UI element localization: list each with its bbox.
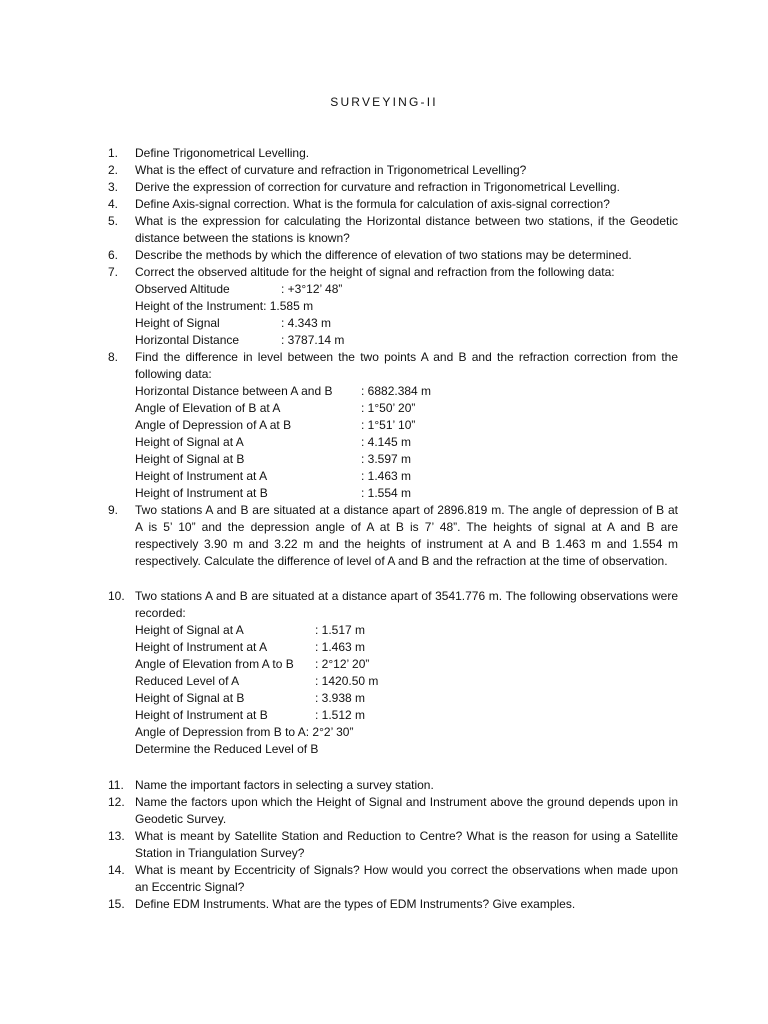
question-text: Two stations A and B are situated at a distance apart of 2896.819 m. The angle of depression of B at A is 5’ 10” and the depression angle of A at B is 7’ 48”. The heights of signal at A and B are respectively 3.90 m and 3.22 m and the heights of instrument at A and B 1.463 m and 1.554 m respectively. Calculate the difference of level of A and B and the refraction at the time of observation. — [135, 503, 678, 568]
data-value: : 3.597 m — [361, 452, 412, 466]
question-number: 6. — [108, 248, 119, 262]
data-row — [135, 468, 678, 485]
data-value: : 1.517 m — [315, 623, 366, 637]
data-row — [135, 400, 678, 417]
data-row — [135, 315, 678, 332]
data-row — [135, 656, 678, 673]
data-value: : 2°12’ 20” — [315, 657, 370, 671]
data-label: Height of Signal at A — [135, 623, 244, 637]
data-value: : 1420.50 m — [315, 674, 379, 688]
data-value: : 1.554 m — [361, 486, 412, 500]
data-label: Horizontal Distance — [135, 333, 240, 347]
question-text: Name the important factors in selecting a survey station. — [135, 778, 434, 792]
data-label: Height of Instrument at B — [135, 486, 268, 500]
data-row — [135, 485, 678, 502]
data-row — [135, 690, 678, 707]
data-label: Horizontal Distance between A and B — [135, 384, 333, 398]
question-number: 13. — [108, 829, 125, 843]
data-row — [135, 673, 678, 690]
data-label: Angle of Depression of A at B — [135, 418, 292, 432]
question-prompt: Two stations A and B are situated at a distance apart of 3541.776 m. The following observations were recorded: — [135, 589, 678, 620]
data-value: : 1°50’ 20” — [361, 401, 416, 415]
data-label: Height of the Instrument: 1.585 m — [135, 299, 314, 313]
data-label: Angle of Elevation from A to B — [135, 657, 294, 671]
question-text: Name the factors upon which the Height of Signal and Instrument above the ground depends upon in Geodetic Survey. — [135, 795, 678, 826]
question-number: 12. — [108, 795, 125, 809]
question-text: What is the effect of curvature and refraction in Trigonometrical Levelling? — [135, 163, 527, 177]
data-value: : 1.463 m — [315, 640, 366, 654]
data-row — [135, 724, 678, 741]
page-title: SURVEYING-II — [330, 95, 438, 109]
data-label: Height of Instrument at B — [135, 708, 268, 722]
question-number: 3. — [108, 180, 119, 194]
question-number: 1. — [108, 146, 119, 160]
question-text: Define EDM Instruments. What are the types of EDM Instruments? Give examples. — [135, 897, 576, 911]
data-label: Reduced Level of A — [135, 674, 240, 688]
question-number: 15. — [108, 897, 125, 911]
data-value: : 3.938 m — [315, 691, 366, 705]
data-row — [135, 622, 678, 639]
question-number: 9. — [108, 503, 119, 517]
question-number: 8. — [108, 350, 119, 364]
question-text: Describe the methods by which the difference of elevation of two stations may be determined. — [135, 248, 632, 262]
question-number: 7. — [108, 265, 119, 279]
data-value: : 3787.14 m — [281, 333, 345, 347]
data-row — [135, 741, 678, 758]
data-value: : 4.145 m — [361, 435, 412, 449]
question-text: Define Axis-signal correction. What is the formula for calculation of axis-signal correction? — [135, 197, 610, 211]
question-text — [135, 264, 678, 349]
question-text: What is meant by Eccentricity of Signals? How would you correct the observations when made upon an Eccentric Signal? — [135, 863, 678, 894]
data-label: Determine the Reduced Level of B — [135, 742, 319, 756]
question-text: Derive the expression of correction for curvature and refraction in Trigonometrical Levelling. — [135, 180, 620, 194]
data-row — [135, 707, 678, 724]
data-label: Height of Signal at A — [135, 435, 244, 449]
question-number: 10. — [108, 589, 125, 603]
question-text — [135, 349, 678, 502]
question-prompt: Find the difference in level between the two points A and B and the refraction correction from the following data: — [135, 350, 678, 381]
data-value: : 1.512 m — [315, 708, 366, 722]
data-row — [135, 383, 678, 400]
data-value: : 1.463 m — [361, 469, 412, 483]
question-text: Define Trigonometrical Levelling. — [135, 146, 310, 160]
data-label: Height of Instrument at A — [135, 640, 268, 654]
data-row — [135, 332, 678, 349]
question-number: 14. — [108, 863, 125, 877]
data-row — [135, 417, 678, 434]
question-text — [135, 588, 678, 758]
data-value: : +3°12’ 48” — [281, 282, 343, 296]
question-prompt: Correct the observed altitude for the height of signal and refraction from the following data: — [135, 265, 615, 279]
question-text: What is meant by Satellite Station and Reduction to Centre? What is the reason for using a Satellite Station in Triangulation Survey? — [135, 829, 678, 860]
data-label: Angle of Elevation of B at A — [135, 401, 281, 415]
question-text: What is the expression for calculating the Horizontal distance between two stations, if the Geodetic distance between the stations is known? — [135, 214, 678, 245]
data-row — [135, 639, 678, 656]
data-label: Observed Altitude — [135, 282, 230, 296]
data-row — [135, 281, 678, 298]
question-number: 5. — [108, 214, 119, 228]
data-label: Height of Signal — [135, 316, 220, 330]
data-row — [135, 298, 678, 315]
data-label: Height of Signal at B — [135, 452, 245, 466]
data-value: : 1°51’ 10” — [361, 418, 416, 432]
question-number: 11. — [108, 778, 124, 792]
data-label: Height of Instrument at A — [135, 469, 268, 483]
data-label: Height of Signal at B — [135, 691, 245, 705]
question-number: 2. — [108, 163, 119, 177]
data-row — [135, 451, 678, 468]
data-label: Angle of Depression from B to A: 2°2’ 30” — [135, 725, 354, 739]
data-value: : 4.343 m — [281, 316, 332, 330]
question-number: 4. — [108, 197, 119, 211]
data-row — [135, 434, 678, 451]
data-value: : 6882.384 m — [361, 384, 432, 398]
